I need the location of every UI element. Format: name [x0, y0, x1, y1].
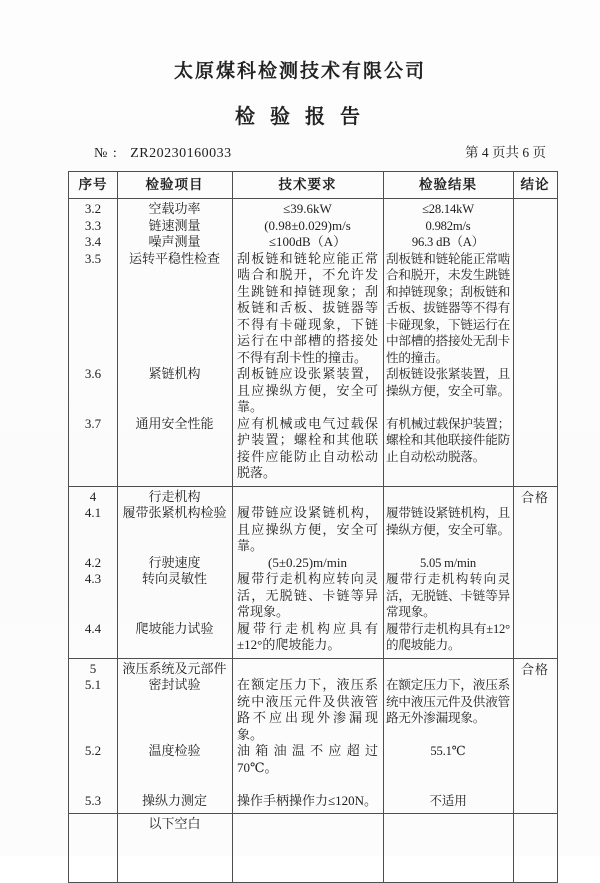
cell-seq-no: 5 [89, 660, 97, 676]
cell-seq-no: 4.3 [84, 571, 102, 586]
cell-requirement: 刮板链和链轮应能正常啮合和脱开，不允许发生跳链和掉链现象；刮板链和舌板、拔链器等不得有卡碰现象，下链运行在中部槽的搭接处不得有刮卡性的撞击。 [237, 250, 378, 365]
cell-item-name: 液压系统及元部件 [122, 660, 227, 676]
cell-requirement: 操作手柄操作力≤120N。 [237, 792, 378, 808]
report-number-value: ZR20230160033 [130, 146, 232, 161]
cell-requirement: 在额定压力下，液压系统中液压元件及供液管路不应出现外渗漏现象。 [237, 677, 378, 742]
cell-result: 履带行走机构转向灵活，无脱链、卡链等异常现象。 [386, 572, 510, 619]
table-divider [383, 172, 384, 882]
cell-item-name: 噪声测量 [148, 234, 201, 249]
cell-result [383, 661, 513, 678]
col-result: 检验结果 [419, 176, 477, 192]
cell-requirement: 油箱油温不应超过 70℃。 [237, 743, 378, 775]
cell-item-name: 以下空白 [148, 816, 201, 831]
cell-result: 55.1℃ [430, 744, 466, 758]
cell-result: 在额定压力下，液压系统中液压元件及供液管路无外渗漏现象。 [386, 678, 510, 725]
cell-item-name: 温度检验 [148, 743, 201, 758]
cell-seq-no: 3.3 [84, 217, 102, 233]
cell-seq-no: 5.3 [84, 792, 102, 808]
cell-item-name: 链速测量 [148, 217, 201, 233]
cell-item-name: 行驶速度 [148, 554, 201, 570]
company-name: 太原煤科检测技术有限公司 [173, 61, 426, 82]
cell-requirement: 应有机械或电气过载保护装置；螺栓和其他联接件应能防止自动松动脱落。 [237, 415, 378, 480]
cell-item-name: 行走机构 [148, 488, 201, 504]
cell-item-name: 紧链机构 [148, 366, 201, 381]
cell-result [383, 776, 513, 793]
cell-result: 5.05 m/min [419, 555, 477, 570]
table-body [69, 199, 557, 882]
cell-seq-no: 5.2 [84, 743, 102, 758]
cell-seq-no: 3.6 [84, 366, 102, 381]
cell-requirement: 履带行走机构应转向灵活，无脱链、卡链等异常现象。 [237, 571, 378, 619]
cell-requirement [232, 816, 383, 878]
cell-result: 96.3 dB（A） [411, 235, 485, 249]
col-conclusion: 结论 [520, 176, 550, 192]
cell-seq-no: 4 [89, 488, 97, 504]
cell-requirement [232, 661, 383, 678]
cell-seq-no: 4.1 [84, 505, 102, 520]
col-item: 检验项目 [145, 176, 204, 192]
cell-seq-no: 3.5 [84, 250, 102, 266]
report-title: 检 验 报 告 [235, 106, 365, 128]
cell-requirement: 刮板链应设张紧装置，且应操纵方便，安全可靠。 [237, 366, 378, 414]
cell-seq-no [69, 816, 117, 878]
cell-seq-no: 3.2 [84, 201, 102, 216]
table-section [69, 659, 557, 815]
col-requirement: 技术要求 [278, 176, 337, 192]
cell-result: 不适用 [429, 793, 467, 808]
cell-result: 履带链设紧链机构，且操纵方便，安全可靠。 [386, 506, 510, 537]
cell-result [383, 816, 513, 878]
cell-seq-no: 4.2 [84, 554, 102, 570]
cell-item-name: 操纵力测定 [141, 792, 207, 808]
cell-result: 有机械过载保护装置；螺栓和其他联接件能防止自动松动脱落。 [386, 416, 510, 464]
cell-requirement [232, 776, 383, 793]
cell-item-name: 运转平稳性检查 [128, 250, 220, 266]
cell-seq-no: 5.1 [84, 677, 102, 692]
meta-row [68, 141, 558, 162]
cell-item-name [117, 776, 232, 793]
cell-result: 履带行走机构具有±12°的爬坡能力。 [386, 621, 510, 652]
cell-conclusion [513, 816, 557, 878]
table-divider [232, 172, 233, 882]
cell-conclusion [513, 201, 557, 482]
cell-result: 刮板链和链轮能正常啮合和脱开，未发生跳链和掉链现象；刮板链和舌板、拔链器等不得有卡碰现象，下链运行在中部槽的搭接处无刮卡性的撞击。 [386, 251, 510, 365]
table-section [69, 814, 557, 882]
page-indicator: 第 4 页共 6 页 [465, 145, 546, 160]
cell-result: ≤28.14kW [422, 202, 474, 216]
cell-seq-no [69, 776, 117, 793]
cell-requirement: 履带链应设紧链机构，且应操纵方便，安全可靠。 [237, 505, 378, 553]
cell-result: 刮板链设张紧装置，且操纵方便，安全可靠。 [386, 367, 510, 398]
cell-seq-no: 4.4 [84, 620, 102, 636]
cell-requirement: 履带行走机构应具有±12°的爬坡能力。 [237, 620, 378, 652]
cell-seq-no: 3.7 [84, 415, 102, 431]
cell-item-name: 通用安全性能 [135, 415, 214, 431]
cell-item-name: 空载功率 [148, 201, 201, 216]
table-divider [117, 172, 118, 882]
cell-item-name: 转向灵敏性 [141, 571, 207, 586]
table-divider [513, 172, 514, 882]
cell-requirement [232, 489, 383, 506]
cell-item-name: 爬坡能力试验 [135, 620, 214, 636]
table-section [69, 199, 557, 487]
cell-item-name: 履带张紧机构检验 [122, 505, 227, 520]
cell-seq-no: 3.4 [84, 234, 102, 249]
col-seq-no: 序号 [78, 176, 108, 192]
table-header-row [69, 172, 557, 199]
inspection-table [68, 171, 558, 883]
cell-requirement: ≤39.6kW [283, 201, 332, 216]
cell-conclusion: 合格 [520, 661, 549, 677]
report-number-label: № : [94, 146, 118, 161]
cell-requirement: ≤100dB（A） [268, 234, 347, 249]
cell-requirement: (0.98±0.029)m/s [264, 217, 351, 233]
cell-requirement: (5±0.25)m/min [268, 554, 347, 570]
cell-item-name: 密封试验 [148, 677, 201, 692]
cell-conclusion: 合格 [520, 489, 549, 505]
table-section [69, 487, 557, 659]
cell-result [383, 489, 513, 506]
report-number [68, 146, 232, 162]
cell-result: 0.982m/s [425, 218, 471, 233]
